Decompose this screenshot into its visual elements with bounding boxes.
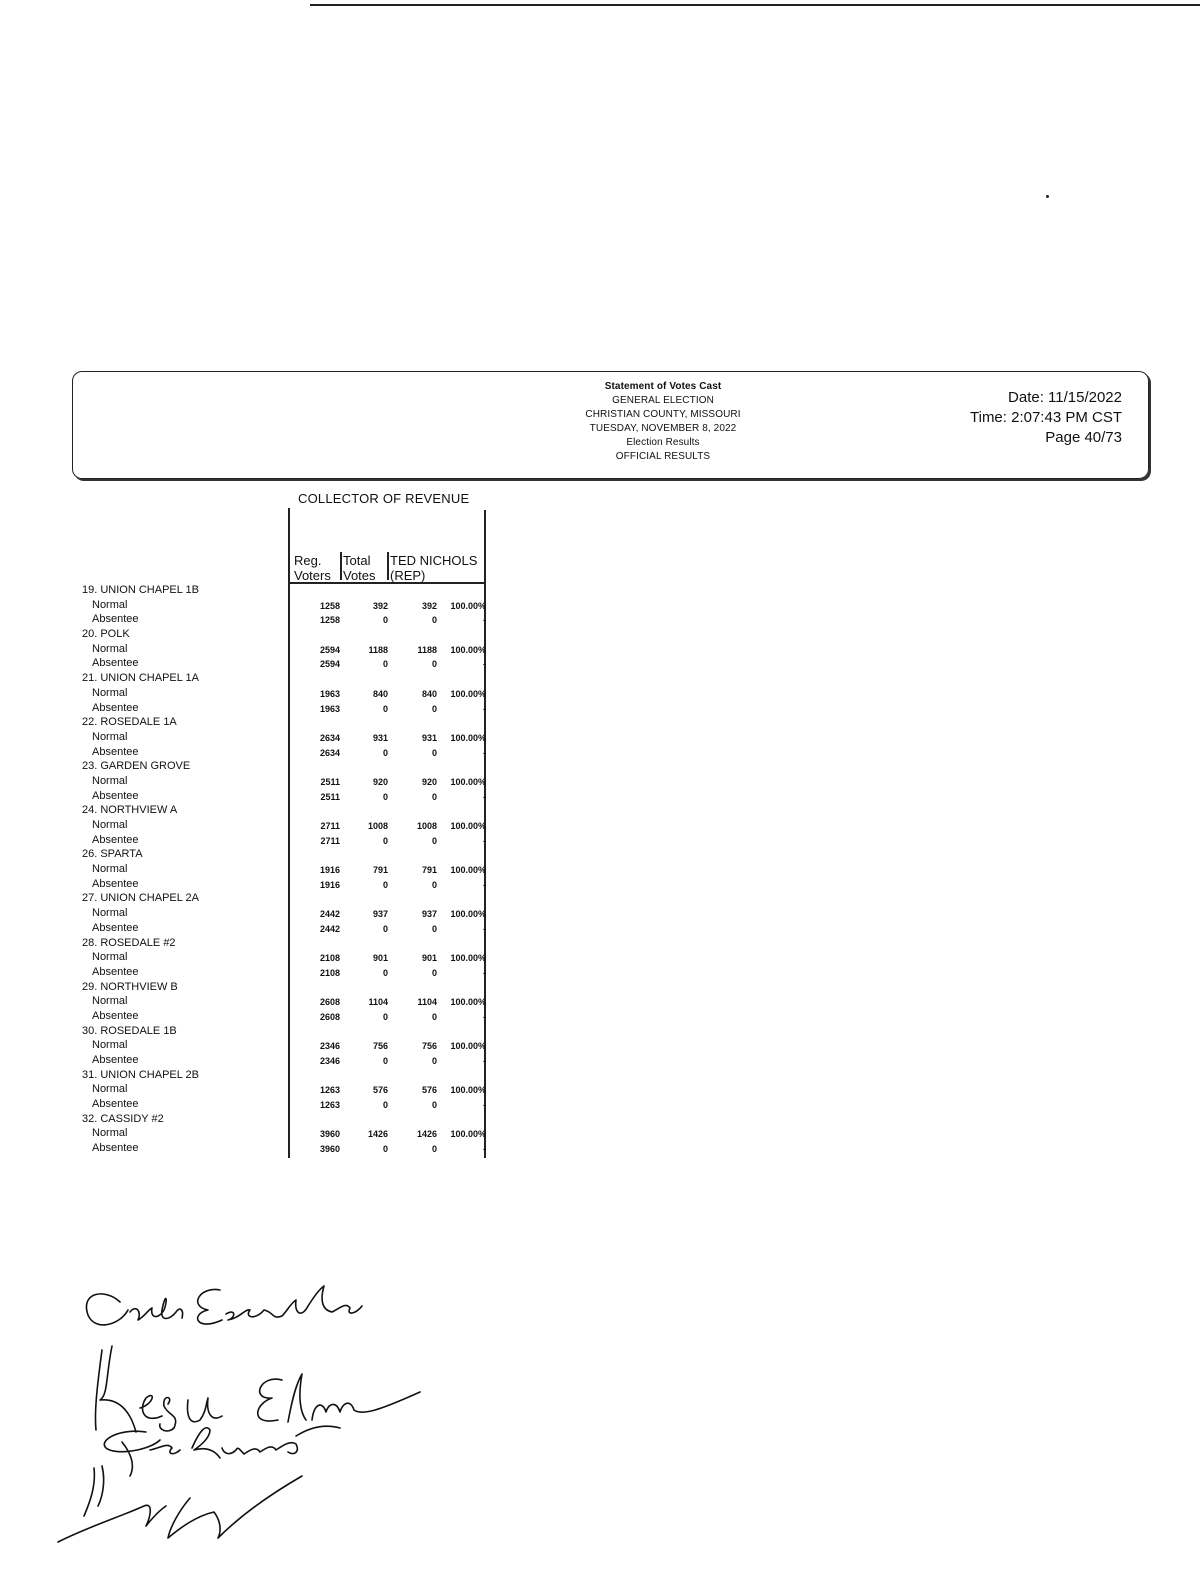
total-votes-cell: 0 (382, 835, 388, 846)
vote-type: Absentee (92, 657, 139, 670)
vote-type: Absentee (92, 789, 139, 802)
candidate-votes-cell: 901 (421, 953, 437, 964)
table-row (72, 1098, 492, 1113)
table-row (72, 1127, 492, 1142)
precinct-name: 26. SPARTA (82, 848, 143, 861)
candidate-percent-cell: 100.00% (450, 1041, 486, 1052)
scan-speck (1046, 195, 1049, 198)
results-table (72, 508, 492, 1158)
header-line: OFFICIAL RESULTS (615, 451, 711, 462)
header-line: GENERAL ELECTION (612, 395, 714, 406)
vote-type: Normal (92, 1039, 128, 1052)
precinct-header-row (72, 760, 492, 775)
reg-voters-cell: 3960 (319, 1144, 340, 1155)
vote-type: Normal (92, 730, 128, 743)
candidate-percent-cell: - (483, 835, 486, 846)
precinct-name: 32. CASSIDY #2 (82, 1112, 164, 1125)
total-votes-cell: 0 (382, 1100, 388, 1111)
candidate-votes-cell: 0 (431, 879, 437, 890)
header-line: Election Results (626, 437, 700, 448)
report-meta (970, 388, 1122, 448)
total-votes-cell: 0 (382, 967, 388, 978)
top-scan-rule (310, 4, 1200, 6)
precinct-name: 23. GARDEN GROVE (82, 760, 191, 773)
total-votes-cell: 0 (382, 747, 388, 758)
reg-voters-cell: 2608 (319, 1011, 340, 1022)
vote-type: Normal (92, 995, 128, 1008)
candidate-percent-cell: - (483, 659, 486, 670)
candidate-percent-cell: - (483, 1100, 486, 1111)
table-row (72, 1083, 492, 1098)
vote-type: Normal (92, 1083, 128, 1096)
candidate-votes-cell: 0 (431, 747, 437, 758)
precinct-header-row (72, 1069, 492, 1084)
candidate-votes-cell: 0 (431, 703, 437, 714)
vote-type: Normal (92, 863, 128, 876)
reg-voters-cell: 1263 (319, 1100, 340, 1111)
vote-type: Normal (92, 774, 128, 787)
vote-type: Normal (92, 642, 128, 655)
reg-voters-cell: 2511 (320, 791, 340, 802)
vote-type: Absentee (92, 921, 139, 934)
table-row (72, 643, 492, 658)
total-votes-cell: 756 (372, 1041, 388, 1052)
total-votes-cell: 937 (372, 909, 388, 920)
vote-type: Absentee (92, 1054, 139, 1066)
reg-voters-cell: 2594 (319, 644, 340, 655)
candidate-votes-cell: 1008 (416, 821, 437, 831)
total-votes-cell: 0 (382, 923, 388, 934)
vote-type: Absentee (92, 833, 139, 846)
table-row (72, 1054, 492, 1069)
candidate-percent-cell: - (483, 747, 486, 758)
precinct-header-row (72, 848, 492, 863)
candidate-votes-cell: 0 (431, 967, 437, 978)
candidate-votes-cell: 840 (421, 688, 437, 699)
table-row (72, 878, 492, 893)
candidate-percent-cell: - (483, 923, 486, 934)
vote-type: Absentee (92, 1098, 139, 1111)
total-votes-cell: 1188 (368, 644, 388, 655)
reg-voters-cell: 2711 (320, 821, 340, 831)
precinct-header-row (72, 628, 492, 643)
reg-voters-cell: 2511 (320, 776, 340, 787)
signature-4 (58, 1466, 302, 1542)
table-row (72, 702, 492, 717)
total-votes-cell: 0 (382, 791, 388, 802)
vote-type: Normal (92, 951, 128, 964)
table-row (72, 790, 492, 805)
precinct-name: 21. UNION CHAPEL 1A (82, 672, 199, 685)
precinct-name: 31. UNION CHAPEL 2B (82, 1068, 199, 1081)
signatures (50, 1280, 450, 1560)
contest-title: COLLECTOR OF REVENUE (298, 491, 470, 506)
candidate-votes-cell: 392 (421, 600, 437, 611)
precinct-name: 30. ROSEDALE 1B (82, 1024, 177, 1037)
total-votes-cell: 920 (372, 776, 388, 787)
total-votes-cell: 931 (372, 732, 388, 743)
candidate-votes-cell: 0 (431, 835, 437, 846)
total-votes-cell: 0 (382, 615, 388, 626)
header-line: TUESDAY, NOVEMBER 8, 2022 (589, 423, 737, 434)
candidate-percent-cell: - (483, 615, 486, 626)
total-votes-cell: 392 (372, 600, 388, 611)
candidate-votes-cell: 1104 (417, 997, 437, 1008)
candidate-votes-cell: 0 (431, 1056, 437, 1066)
total-votes-cell: 840 (372, 688, 388, 699)
total-votes-cell: 0 (382, 1011, 388, 1022)
table-row (72, 834, 492, 849)
signature-2 (95, 1346, 420, 1432)
candidate-percent-cell: - (483, 791, 486, 802)
vote-type: Absentee (92, 965, 139, 978)
col-reg-voters: Reg. Voters (294, 553, 331, 583)
vote-type: Absentee (92, 745, 139, 758)
candidate-votes-cell: 0 (431, 659, 437, 670)
candidate-percent-cell: 100.00% (450, 997, 486, 1008)
table-row (72, 1039, 492, 1054)
candidate-percent-cell: - (483, 879, 486, 890)
candidate-percent-cell: 100.00% (450, 865, 486, 876)
reg-voters-cell: 2634 (319, 747, 340, 758)
candidate-votes-cell: 931 (421, 732, 437, 743)
table-row (72, 1010, 492, 1025)
candidate-percent-cell: - (483, 967, 486, 978)
total-votes-cell: 791 (372, 865, 388, 876)
vote-type: Normal (92, 686, 128, 699)
reg-voters-cell: 2711 (320, 835, 340, 846)
candidate-votes-cell: 937 (421, 909, 437, 920)
vote-type: Absentee (92, 1009, 139, 1022)
candidate-votes-cell: 0 (431, 1100, 437, 1111)
vote-type: Absentee (92, 613, 139, 626)
candidate-votes-cell: 0 (431, 1144, 437, 1155)
total-votes-cell: 901 (372, 953, 388, 964)
candidate-votes-cell: 1188 (417, 644, 437, 655)
total-votes-cell: 576 (372, 1085, 388, 1096)
total-votes-cell: 0 (382, 879, 388, 890)
candidate-votes-cell: 0 (431, 615, 437, 626)
candidate-votes-cell: 756 (421, 1041, 437, 1052)
precinct-name: 22. ROSEDALE 1A (82, 716, 177, 729)
candidate-percent-cell: 100.00% (450, 688, 486, 699)
precinct-header-row (72, 937, 492, 952)
col-total-votes: Total Votes (343, 553, 376, 583)
precinct-header-row (72, 981, 492, 996)
reg-voters-cell: 1916 (319, 879, 340, 890)
reg-voters-cell: 1916 (319, 865, 340, 876)
column-rule (340, 552, 342, 580)
reg-voters-cell: 1963 (319, 703, 340, 714)
reg-voters-cell: 2346 (319, 1056, 340, 1066)
report-time: Time: 2:07:43 PM CST (970, 409, 1122, 426)
vote-type: Absentee (92, 1142, 139, 1155)
candidate-percent-cell: 100.00% (450, 732, 486, 743)
total-votes-cell: 0 (382, 1144, 388, 1155)
reg-voters-cell: 2634 (319, 732, 340, 743)
table-row (72, 819, 492, 834)
candidate-votes-cell: 920 (421, 776, 437, 787)
vote-type: Normal (92, 819, 128, 831)
precinct-header-row (72, 716, 492, 731)
signature-1 (86, 1286, 362, 1325)
reg-voters-cell: 2442 (319, 923, 340, 934)
report-title-block (513, 380, 813, 464)
header-line: CHRISTIAN COUNTY, MISSOURI (585, 409, 741, 420)
candidate-votes-cell: 576 (421, 1085, 437, 1096)
table-row (72, 863, 492, 878)
candidate-votes-cell: 0 (431, 791, 437, 802)
table-row (72, 966, 492, 981)
total-votes-cell: 0 (382, 659, 388, 670)
candidate-votes-cell: 1426 (416, 1129, 437, 1140)
precinct-name: 27. UNION CHAPEL 2A (82, 892, 199, 905)
precinct-header-row (72, 672, 492, 687)
candidate-percent-cell: - (483, 703, 486, 714)
precinct-header-row (72, 1113, 492, 1128)
precinct-name: 29. NORTHVIEW B (82, 980, 178, 993)
precinct-rows (72, 584, 492, 1157)
vote-type: Normal (92, 1127, 128, 1140)
candidate-percent-cell: 100.00% (450, 821, 486, 831)
reg-voters-cell: 2442 (319, 909, 340, 920)
table-row (72, 599, 492, 614)
reg-voters-cell: 1263 (319, 1085, 340, 1096)
reg-voters-cell: 1258 (319, 615, 340, 626)
candidate-percent-cell: 100.00% (450, 600, 486, 611)
candidate-percent-cell: 100.00% (450, 776, 486, 787)
precinct-header-row (72, 892, 492, 907)
reg-voters-cell: 2346 (319, 1041, 340, 1052)
candidate-votes-cell: 0 (431, 1011, 437, 1022)
header-line: Statement of Votes Cast (604, 381, 722, 392)
precinct-name: 20. POLK (82, 628, 130, 641)
report-date: Date: 11/15/2022 (1008, 389, 1122, 406)
vote-type: Normal (92, 907, 128, 920)
candidate-percent-cell: 100.00% (450, 1129, 486, 1140)
total-votes-cell: 1426 (367, 1129, 388, 1140)
precinct-header-row (72, 1025, 492, 1040)
report-header (72, 371, 1149, 479)
reg-voters-cell: 1258 (319, 600, 340, 611)
report-page: Page 40/73 (1045, 429, 1122, 446)
table-row (72, 775, 492, 790)
table-row (72, 951, 492, 966)
reg-voters-cell: 2608 (319, 997, 340, 1008)
candidate-percent-cell: 100.00% (450, 644, 486, 655)
reg-voters-cell: 3960 (319, 1129, 340, 1140)
table-row (72, 1142, 492, 1157)
table-row (72, 995, 492, 1010)
reg-voters-cell: 2108 (319, 967, 340, 978)
vote-type: Absentee (92, 701, 139, 714)
precinct-header-row (72, 584, 492, 599)
precinct-name: 28. ROSEDALE #2 (82, 936, 176, 949)
signature-3 (104, 1426, 340, 1476)
precinct-name: 24. NORTHVIEW A (82, 804, 178, 817)
table-row (72, 746, 492, 761)
vote-type: Absentee (92, 877, 139, 890)
table-row (72, 687, 492, 702)
table-row (72, 922, 492, 937)
col-candidate-ted-nichols: TED NICHOLS (REP) (390, 553, 478, 583)
reg-voters-cell: 2108 (319, 953, 340, 964)
total-votes-cell: 1104 (368, 997, 388, 1008)
total-votes-cell: 0 (382, 703, 388, 714)
reg-voters-cell: 2594 (319, 659, 340, 670)
total-votes-cell: 1008 (367, 821, 388, 831)
table-row (72, 907, 492, 922)
table-row (72, 613, 492, 628)
table-row (72, 657, 492, 672)
total-votes-cell: 0 (382, 1056, 388, 1066)
vote-type: Normal (92, 598, 128, 611)
reg-voters-cell: 1963 (319, 688, 340, 699)
column-rule (387, 552, 389, 580)
precinct-header-row (72, 804, 492, 819)
candidate-votes-cell: 791 (421, 865, 437, 876)
candidate-votes-cell: 0 (431, 923, 437, 934)
candidate-percent-cell: 100.00% (450, 1085, 486, 1096)
precinct-name: 19. UNION CHAPEL 1B (82, 584, 199, 596)
candidate-percent-cell: - (483, 1056, 486, 1066)
candidate-percent-cell: 100.00% (450, 953, 486, 964)
candidate-percent-cell: - (483, 1011, 486, 1022)
candidate-percent-cell: - (483, 1144, 486, 1155)
table-row (72, 731, 492, 746)
candidate-percent-cell: 100.00% (450, 909, 486, 920)
